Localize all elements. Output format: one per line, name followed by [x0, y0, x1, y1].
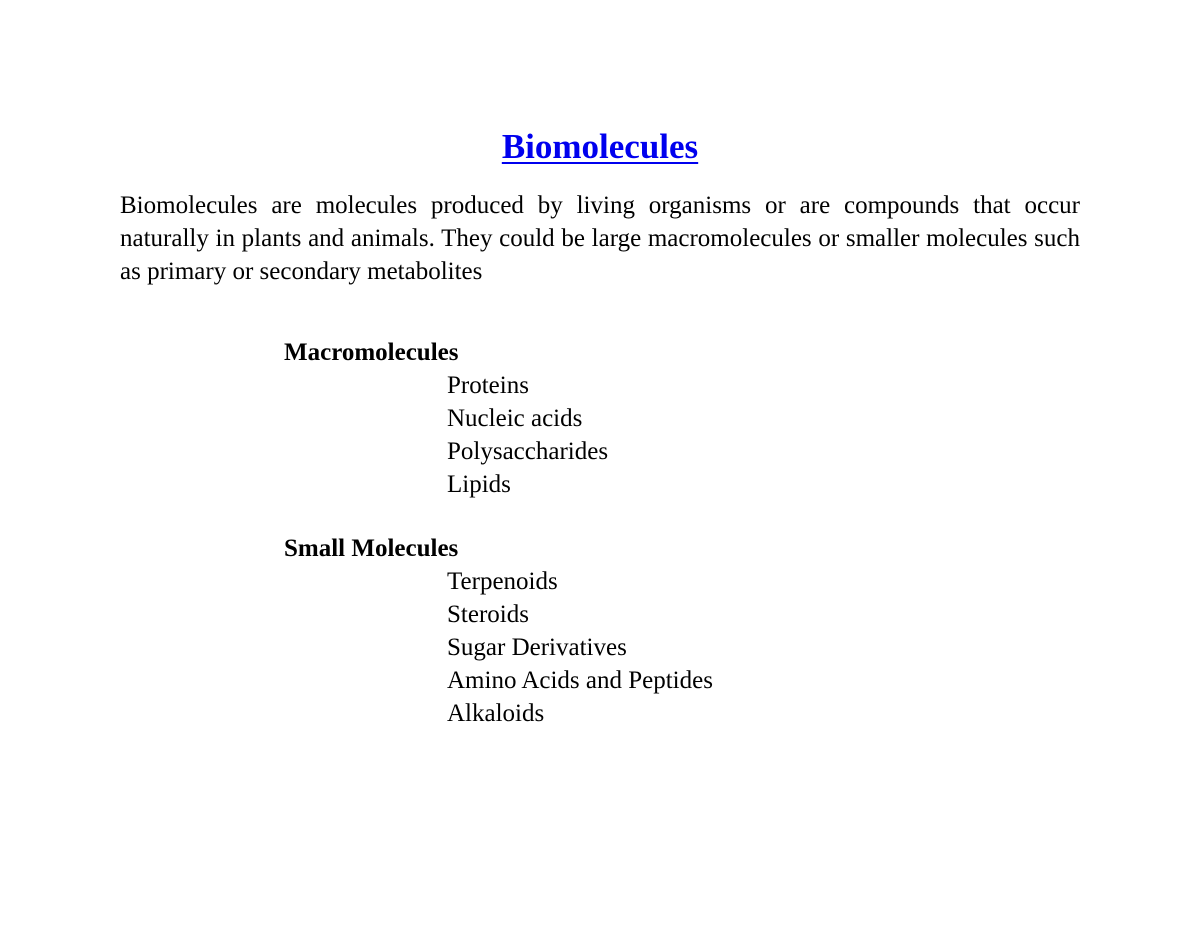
intro-paragraph: Biomolecules are molecules produced by living organisms or are compounds that occur naturally in plants and animals. They could be large macromolecules or smaller molecules such as primary or secondary metabolites [120, 192, 1080, 285]
item-list [284, 565, 713, 730]
list-item: Lipids [447, 471, 511, 498]
item-list [284, 369, 608, 501]
page-title [0, 124, 1200, 170]
title-link[interactable]: Biomolecules [501, 127, 699, 166]
section-heading: Macromolecules [284, 339, 459, 366]
list-item: Alkaloids [447, 700, 545, 727]
list-item: Polysaccharides [447, 438, 609, 465]
list-item: Sugar Derivatives [447, 634, 627, 661]
list-item: Proteins [447, 372, 529, 399]
list-item: Nucleic acids [447, 405, 583, 432]
section-small-molecules [284, 532, 713, 730]
section-heading: Small Molecules [284, 535, 459, 562]
list-item: Steroids [447, 601, 529, 628]
section-macromolecules [284, 336, 608, 501]
list-item: Terpenoids [447, 568, 558, 595]
list-item: Amino Acids and Peptides [447, 667, 713, 694]
